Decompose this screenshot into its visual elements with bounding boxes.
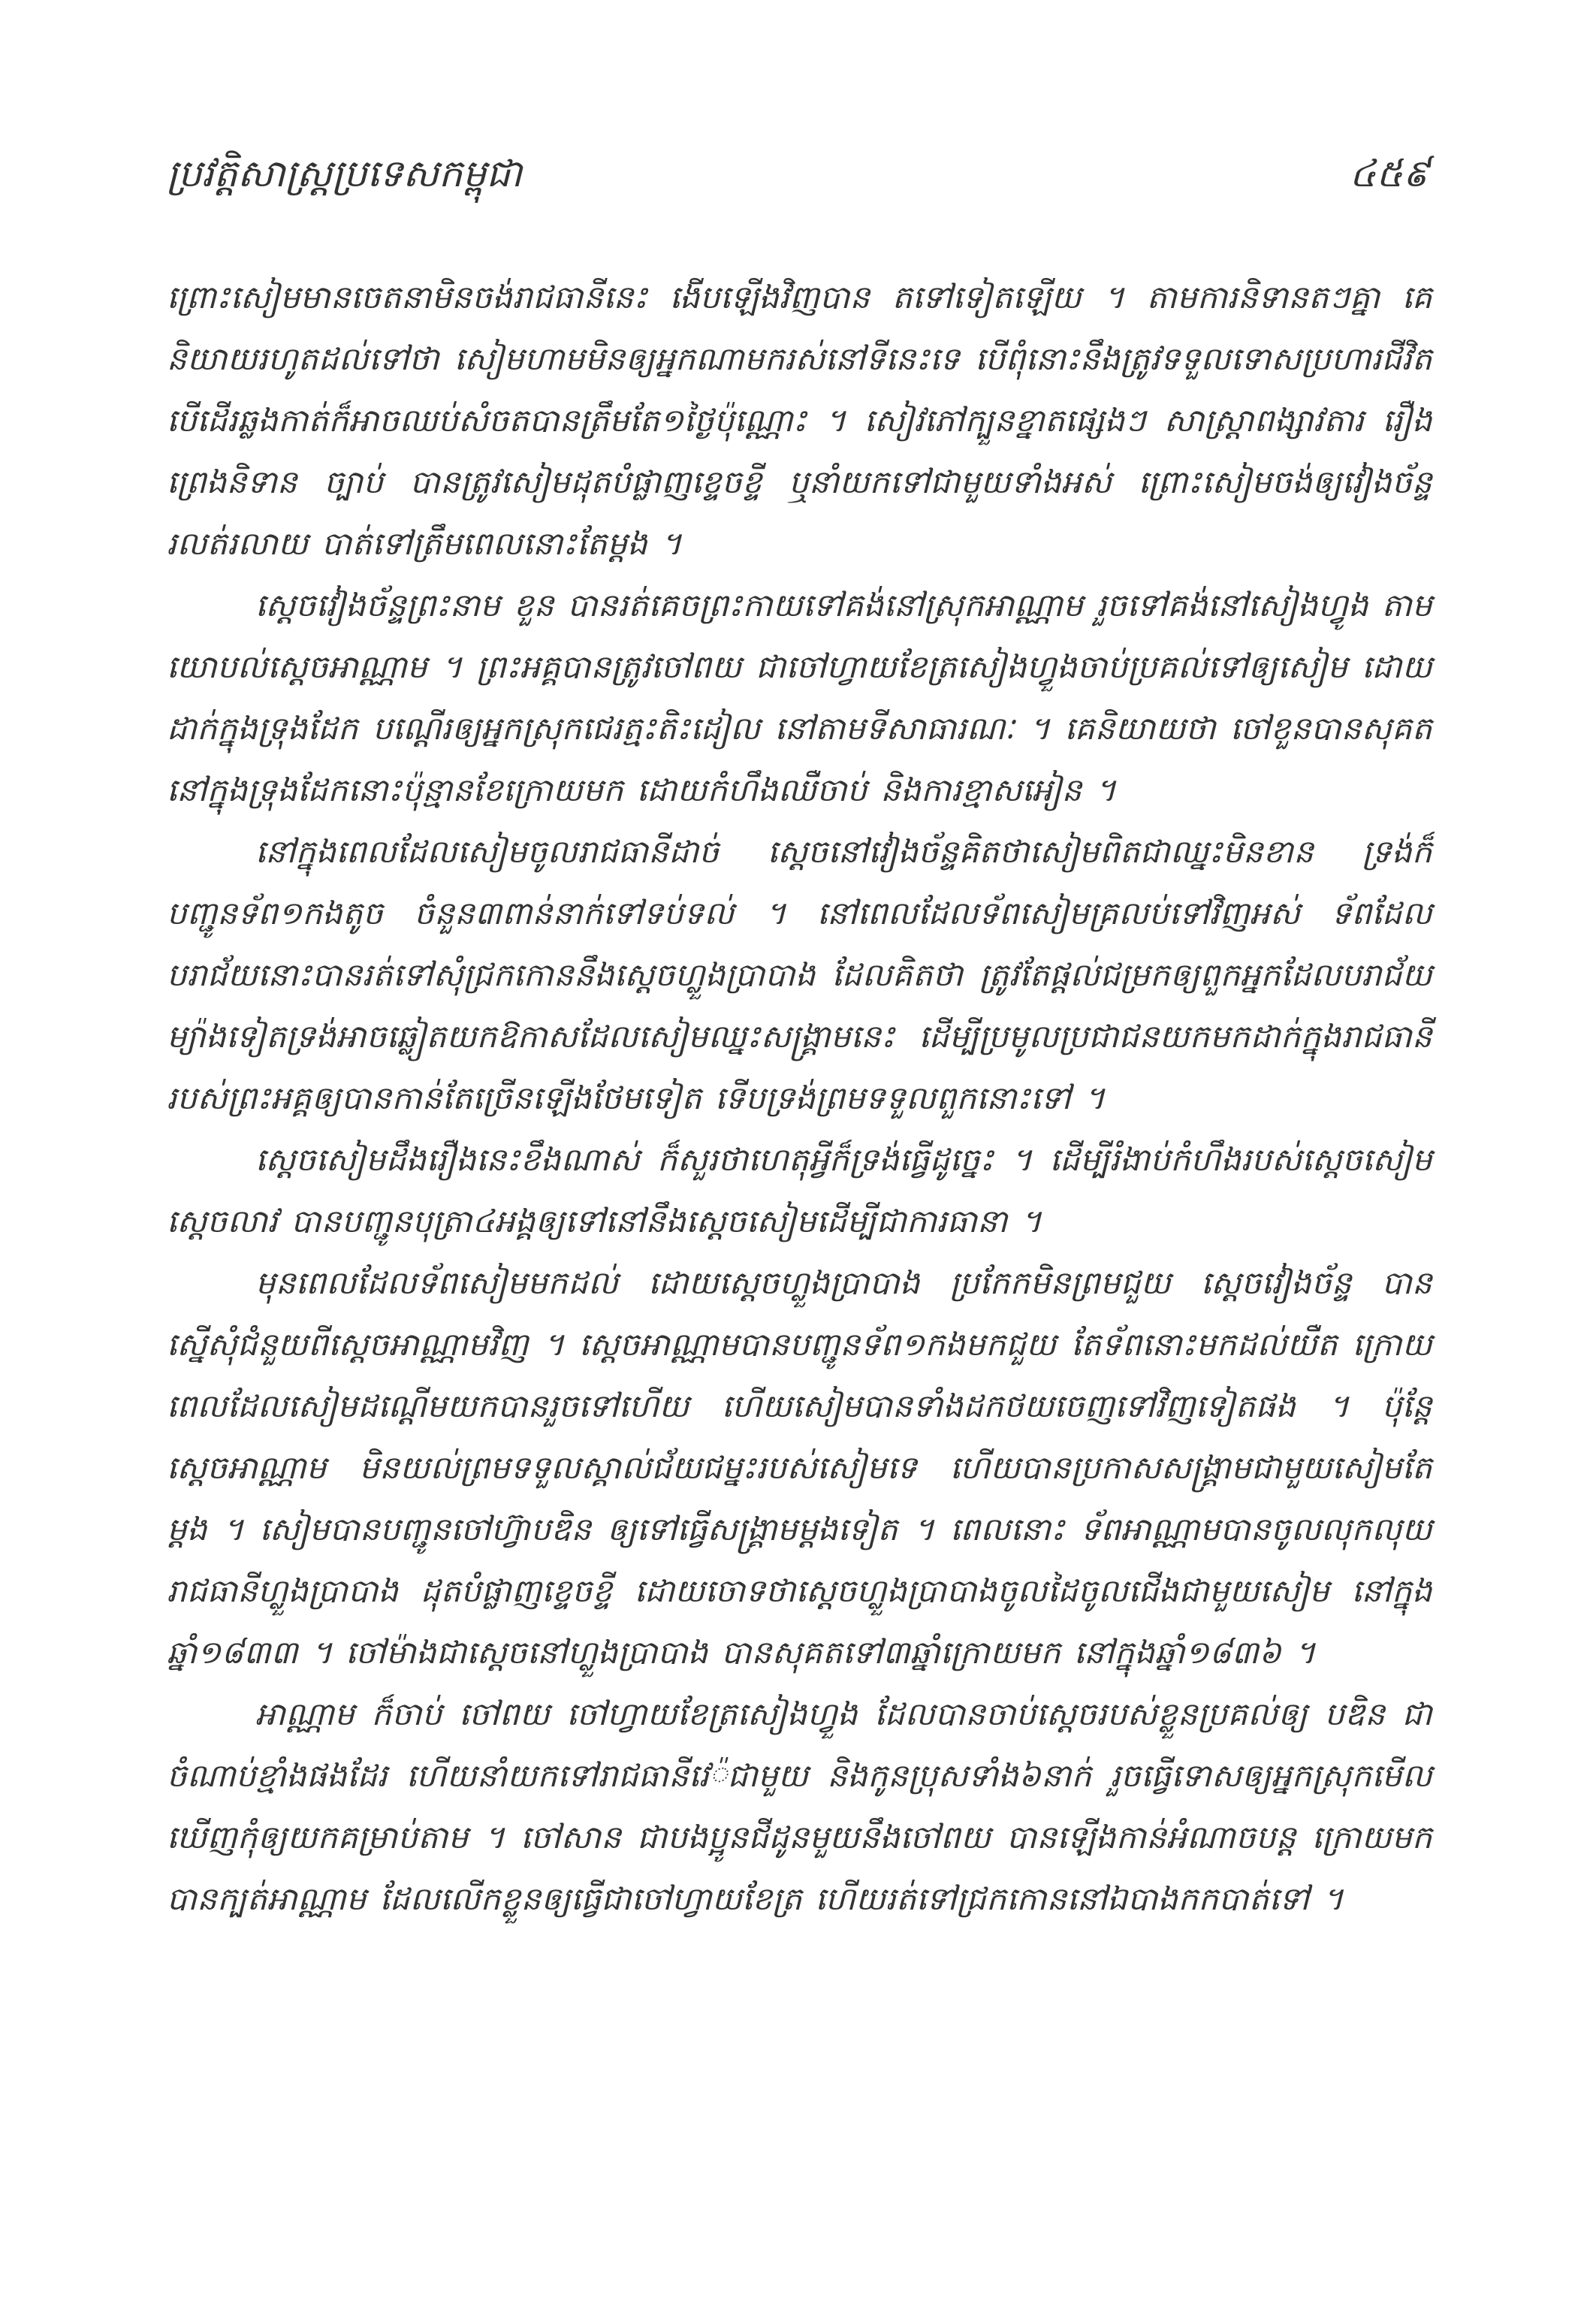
paragraph-2: ស្តេចវៀងច័ន្ទព្រះនាម ខួន បានរត់គេចព្រះកាយទៅគង់នៅស្រុកអាណ្ណាម រួចទៅគង់នៅសៀងហ្វូង តាមយោបល់ស្តេចអាណ្ណាម ។ ព្រះអគ្គបានត្រូវចៅពយ ជាចៅហ្វាយខែត្រសៀងហ្វួងចាប់ប្រគល់ទៅឲ្យសៀម ដោយដាក់ក្នុងទ្រុងដែក បណ្តើរឲ្យអ្នកស្រុកជេរត្មះតិះដៀល នៅតាមទីសាធារណៈ ។ គេនិយាយថា ចៅខួនបានសុគតនៅក្នុងទ្រុងដែកនោះប៉ុន្មានខែក្រោយមក ដោយកំហឹងឈឺចាប់ និងការខ្មាសអៀន ។ [167,587,1432,808]
paragraph-5: មុនពេលដែលទ័ពសៀមមកដល់ ដោយស្តេចហ្លួងប្រាបាង ប្រកែកមិនព្រមជួយ ស្តេចវៀងច័ន្ទ បានស្នើសុំជំនួយពីស្តេចអាណ្ណាមវិញ ។ ស្តេចអាណ្ណាមបានបញ្ជូនទ័ព១កងមកជួយ តែទ័ពនោះមកដល់យឺត ក្រោយពេលដែលសៀមដណ្តើមយកបានរួចទៅហើយ ហើយសៀមបានទាំងដកថយចេញទៅវិញទៀតផង ។ ប៉ុន្តែស្តេចអាណ្ណាម មិនយល់ព្រមទទួលស្គាល់ជ័យជម្នះរបស់សៀមទេ ហើយបានប្រកាសសង្គ្រាមជាមួយសៀមតែម្តង ។ សៀមបានបញ្ជូនចៅហ៊្វាបឌិន ឲ្យទៅធ្វើសង្គ្រាមម្តងទៀត ។ ពេលនោះ ទ័ពអាណ្ណាមបានចូលលុកលុយរាជធានីហ្លួងប្រាបាង ដុតបំផ្លាញខ្ទេចខ្ទី ដោយចោទថាស្តេចហ្លួងប្រាបាងចូលដៃចូលជើងជាមួយសៀម នៅក្នុងឆ្នាំ១៨៣៣ ។ ចៅម៉ាងជាស្តេចនៅហ្លួងប្រាបាង បានសុគតទៅ៣ឆ្នាំក្រោយមក នៅក្នុងឆ្នាំ១៨៣៦ ។ [167,1264,1432,1671]
page-header [167,150,1429,218]
paragraph-6: អាណ្ណាម ក៏ចាប់ ចៅពយ ចៅហ្វាយខែត្រសៀងហ្វួង ដែលបានចាប់ស្តេចរបស់ខ្លួនប្រគល់ឲ្យ បឌិន ជាចំណាប់ខ្មាំងផងដែរ ហើយនាំយកទៅរាជធានីវេ៉ជាមួយ និងកូនប្រុសទាំង៦នាក់ រួចធ្វើទោសឲ្យអ្នកស្រុកមើលឃើញកុំឲ្យយកគម្រាប់តាម ។ ចៅសាន ជាបងប្អូនជីដូនមួយនឹងចៅពយ បានឡើងកាន់អំណាចបន្ត ក្រោយមកបានក្បត់អាណ្ណាម ដែលលើកខ្លួនឲ្យធ្វើជាចៅហ្វាយខែត្រ ហើយរត់ទៅជ្រកកោននៅឯបាងកកបាត់ទៅ ។ [167,1696,1432,1917]
paragraph-3: នៅក្នុងពេលដែលសៀមចូលរាជធានីដាច់ ស្តេចនៅវៀងច័ន្ទគិតថាសៀមពិតជាឈ្នះមិនខាន ទ្រង់ក៏បញ្ជូនទ័ព១កងតូច ចំនួន៣ពាន់នាក់ទៅទប់ទល់ ។ នៅពេលដែលទ័ពសៀមគ្រលប់ទៅវិញអស់ ទ័ពដែលបរាជ័យនោះបានរត់ទៅសុំជ្រកកោននឹងស្តេចហ្លួងប្រាបាង ដែលគិតថា ត្រូវតែផ្តល់ជម្រកឲ្យពួកអ្នកដែលបរាជ័យ ម្យ៉ាងទៀតទ្រង់អាចឆ្លៀតយកឱកាសដែលសៀមឈ្នះសង្គ្រាមនេះ ដើម្បីប្រមូលប្រជាជនយកមកដាក់ក្នុងរាជធានីរបស់ព្រះអគ្គឲ្យបានកាន់តែច្រើនឡើងថែមទៀត ទើបទ្រង់ព្រមទទួលពួកនោះទៅ ។ [167,833,1432,1116]
paragraph-4: ស្តេចសៀមដឹងរឿងនេះខឹងណាស់ ក៏សួរថាហេតុអ្វីក៏ទ្រង់ធ្វើដូច្នេះ ។ ដើម្បីរំងាប់កំហឹងរបស់ស្តេចសៀម ស្តេចលាវ បានបញ្ជូនបុត្រា៤អង្គឲ្យទៅនៅនឹងស្តេចសៀមដើម្បីជាការធានា ។ [167,1141,1432,1240]
paragraph-1: ព្រោះសៀមមានចេតនាមិនចង់រាជធានីនេះ ងើបឡើងវិញបាន តទៅទៀតឡើយ ។ តាមការនិទានតៗគ្នា គេនិយាយរហូតដល់ទៅថា សៀមហាមមិនឲ្យអ្នកណាមករស់នៅទីនេះទេ បើពុំនោះនឹងត្រូវទទួលទោសប្រហារជីវិត បើដើរឆ្លងកាត់ក៏អាចឈប់សំចតបានត្រឹមតែ១ថ្ងៃប៉ុណ្ណោះ ។ សៀវភៅក្បួនខ្នាតផ្សេងៗ សាស្ត្រាពង្សាវតារ រឿងព្រេងនិទាន ច្បាប់ បានត្រូវសៀមដុតបំផ្លាញខ្ទេចខ្ទី ឬនាំយកទៅជាមួយទាំងអស់ ព្រោះសៀមចង់ឲ្យវៀងច័ន្ទរលត់រលាយ បាត់ទៅត្រឹមពេលនោះតែម្តង ។ [167,279,1432,562]
page-number: ៤៥៩ [1349,152,1429,195]
running-title: ប្រវត្តិសាស្ត្រប្រទេសកម្ពុជា [167,152,523,195]
body-text [167,267,1432,1930]
